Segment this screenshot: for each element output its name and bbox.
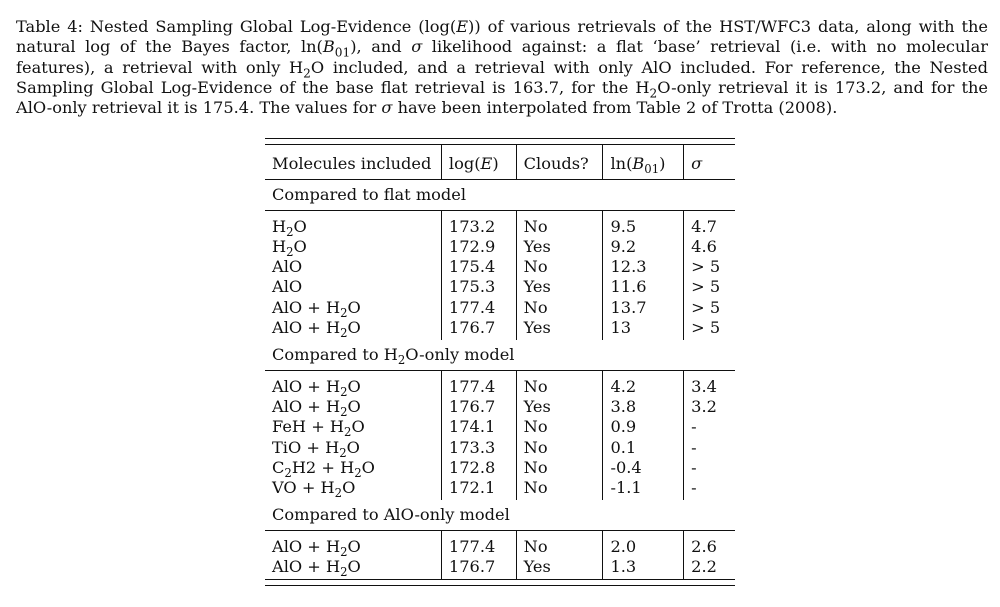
cell-bayes-factor: 1.3 [603, 557, 684, 580]
table-row [265, 417, 735, 437]
cell-clouds: Yes [516, 237, 603, 257]
table-header-row [265, 145, 735, 180]
cell-sigma: - [691, 417, 697, 437]
cell-log-evidence: 176.7 [441, 397, 516, 417]
cell-clouds: No [516, 298, 603, 318]
cell-sigma: 2.2 [691, 557, 717, 577]
cell-sigma: - [691, 478, 697, 498]
cell-clouds: No [516, 217, 603, 237]
section-title: Compared to flat model [265, 180, 735, 210]
cell-clouds: No [516, 417, 603, 437]
cell-molecules: AlO + $H_2O$ [265, 318, 441, 340]
table-row [265, 438, 735, 458]
cell-sigma: - [691, 457, 697, 477]
header-log-evidence: log(E) [441, 145, 516, 180]
cell-sigma: - [691, 437, 697, 457]
cell-log-evidence: 172.1 [441, 478, 516, 500]
cell-log-evidence: 172.8 [441, 458, 516, 478]
cell-clouds: Yes [516, 318, 603, 340]
section-header-row [265, 180, 735, 210]
cell-molecules: $H_2O$ [265, 237, 441, 257]
cell-sigma: > 5 [691, 297, 721, 317]
cell-molecules: TiO + $H_2O$ [265, 438, 441, 458]
cell-bayes-factor: -1.1 [603, 478, 684, 500]
cell-log-evidence: 177.4 [441, 377, 516, 397]
cell-clouds: No [516, 257, 603, 277]
results-table-wrapper [265, 138, 735, 586]
cell-log-evidence: 174.1 [441, 417, 516, 437]
table-row [265, 478, 735, 500]
cell-clouds: Yes [516, 397, 603, 417]
cell-log-evidence: 172.9 [441, 237, 516, 257]
cell-bayes-factor: 11.6 [603, 277, 684, 297]
header-molecules: Molecules included [265, 145, 441, 180]
cell-bayes-factor: 13 [603, 318, 684, 340]
cell-molecules: AlO + $H_2O$ [265, 397, 441, 417]
cell-log-evidence: 177.4 [441, 537, 516, 557]
table-row [265, 298, 735, 318]
cell-clouds: No [516, 537, 603, 557]
cell-molecules: AlO + $H_2O$ [265, 298, 441, 318]
cell-log-evidence: 175.4 [441, 257, 516, 277]
table-row [265, 257, 735, 277]
table-row [265, 557, 735, 580]
cell-bayes-factor: 0.9 [603, 417, 684, 437]
cell-clouds: Yes [516, 277, 603, 297]
cell-molecules: VO + $H_2O$ [265, 478, 441, 500]
cell-log-evidence: 176.7 [441, 557, 516, 580]
section-header-row [265, 340, 735, 370]
cell-clouds: No [516, 458, 603, 478]
cell-sigma: > 5 [691, 257, 721, 277]
cell-bayes-factor: 0.1 [603, 438, 684, 458]
cell-sigma: 2.6 [691, 536, 717, 556]
section-title: Compared to AlO-only model [265, 500, 735, 530]
table-row [265, 237, 735, 257]
header-bayes-factor: $\ln(B_{01})$ [603, 145, 684, 180]
table-row [265, 318, 735, 340]
table-row [265, 397, 735, 417]
cell-sigma: > 5 [691, 318, 721, 338]
cell-clouds: No [516, 438, 603, 458]
cell-bayes-factor: 12.3 [603, 257, 684, 277]
cell-sigma: 4.7 [691, 216, 717, 236]
cell-molecules: FeH + $H_2O$ [265, 417, 441, 437]
section-header-row [265, 500, 735, 530]
cell-molecules: AlO + $H_2O$ [265, 377, 441, 397]
header-sigma: σ [684, 145, 735, 180]
cell-molecules: AlO [265, 257, 441, 277]
cell-sigma: 4.6 [691, 236, 717, 256]
cell-log-evidence: 175.3 [441, 277, 516, 297]
cell-log-evidence: 177.4 [441, 298, 516, 318]
cell-sigma: 3.4 [691, 376, 717, 396]
cell-bayes-factor: 4.2 [603, 377, 684, 397]
cell-molecules: $H_2O$ [265, 217, 441, 237]
cell-molecules: AlO + $H_2O$ [265, 537, 441, 557]
cell-bayes-factor: 9.2 [603, 237, 684, 257]
header-clouds: Clouds? [516, 145, 603, 180]
table-row [265, 377, 735, 397]
cell-clouds: No [516, 478, 603, 500]
section-title: Compared to $H_2O$-only model [265, 340, 735, 370]
cell-bayes-factor: 3.8 [603, 397, 684, 417]
cell-log-evidence: 176.7 [441, 318, 516, 340]
results-table [265, 138, 735, 586]
table-row [265, 277, 735, 297]
table-row [265, 537, 735, 557]
table-body [265, 180, 735, 580]
cell-log-evidence: 173.2 [441, 217, 516, 237]
cell-sigma: > 5 [691, 277, 721, 297]
cell-bayes-factor: -0.4 [603, 458, 684, 478]
cell-molecules: AlO + $H_2O$ [265, 557, 441, 580]
cell-clouds: Yes [516, 557, 603, 580]
table-caption: Table 4: Nested Sampling Global Log-Evidence (log(E)) of various retrievals of the HST/WFC3 data, along with the natural log of the Bayes factor, $\ln(B_{01})$, and σ likelihood against: a flat ‘base’ retrieval (i.e. with no molecular features), a retrieval with only $H_2O$ included, and a retrieval with only AlO included. For reference, the Nested Sampling Global Log-Evidence of the base flat retrieval is 163.7, for the $H_2O$-only retrieval it is 173.2, and for the AlO-only retrieval it is 175.4. The values for σ have been interpolated from Table 2 of Trotta (2008). [16, 17, 989, 118]
cell-sigma: 3.2 [691, 396, 717, 416]
cell-bayes-factor: 2.0 [603, 537, 684, 557]
cell-molecules: $C_2H2 + H_2O$ [265, 458, 441, 478]
table-row [265, 217, 735, 237]
table-row [265, 458, 735, 478]
cell-bayes-factor: 13.7 [603, 298, 684, 318]
cell-clouds: No [516, 377, 603, 397]
cell-log-evidence: 173.3 [441, 438, 516, 458]
cell-bayes-factor: 9.5 [603, 217, 684, 237]
cell-molecules: AlO [265, 277, 441, 297]
